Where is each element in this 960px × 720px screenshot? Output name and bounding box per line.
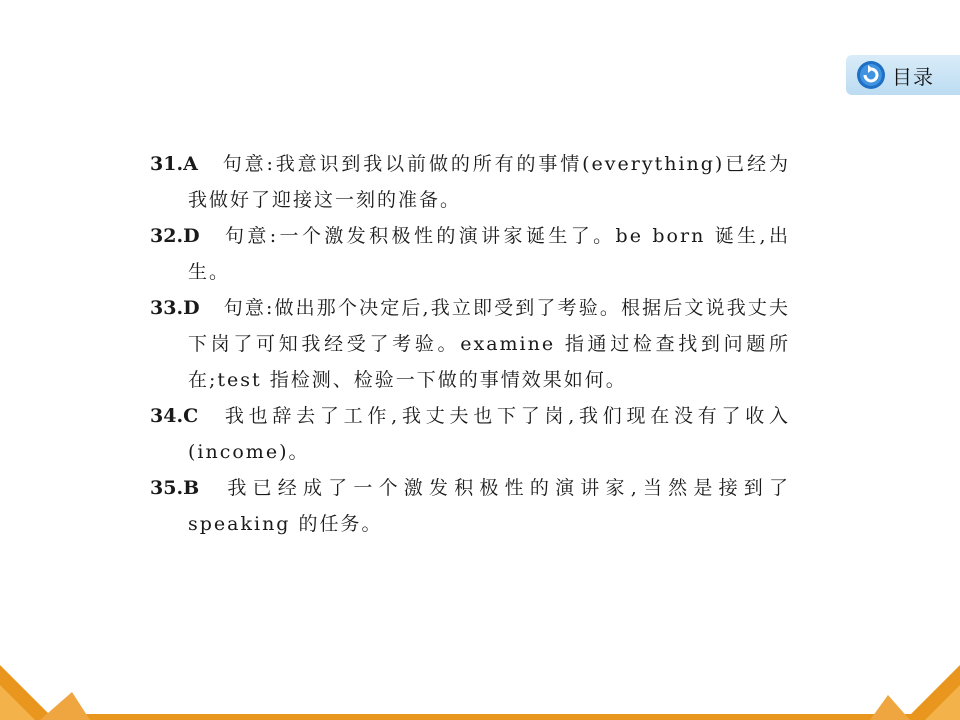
refresh-circle-icon xyxy=(856,60,886,90)
answer-explanation: 句意:一个激发积极性的演讲家诞生了。be born 诞生,出生。 xyxy=(188,225,790,283)
corner-triangle-left-decoration xyxy=(0,660,100,720)
answer-number: 35. xyxy=(150,477,184,499)
answer-explanation: 我也辞去了工作,我丈夫也下了岗,我们现在没有了收入(income)。 xyxy=(188,405,790,463)
answer-number: 32. xyxy=(150,225,184,247)
answer-explanation: 句意:做出那个决定后,我立即受到了考验。根据后文说我丈夫下岗了可知我经受了考验。examine 指通过检查找到问题所在;test 指检测、检验一下做的事情效果如何。 xyxy=(188,297,790,391)
answer-key: D xyxy=(183,297,200,319)
toc-button[interactable] xyxy=(846,55,960,95)
answer-key: D xyxy=(183,225,200,247)
answer-item xyxy=(150,218,790,290)
answer-number: 31. xyxy=(150,153,184,175)
answer-number: 33. xyxy=(150,297,184,319)
answer-item xyxy=(150,470,790,542)
footer-bar xyxy=(0,714,960,720)
answer-key: C xyxy=(183,405,199,427)
answer-list xyxy=(150,146,790,542)
answer-item xyxy=(150,146,790,218)
answer-explanation: 我已经成了一个激发积极性的演讲家,当然是接到了speaking 的任务。 xyxy=(188,477,790,535)
answer-explanation: 句意:我意识到我以前做的所有的事情(everything)已经为我做好了迎接这一刻的准备。 xyxy=(188,153,790,211)
toc-label: 目录 xyxy=(892,64,934,89)
answer-item xyxy=(150,398,790,470)
corner-triangle-right-decoration xyxy=(860,660,960,720)
answer-key: A xyxy=(183,153,198,175)
answer-key: B xyxy=(183,477,200,499)
answer-number: 34. xyxy=(150,405,184,427)
answer-item xyxy=(150,290,790,398)
